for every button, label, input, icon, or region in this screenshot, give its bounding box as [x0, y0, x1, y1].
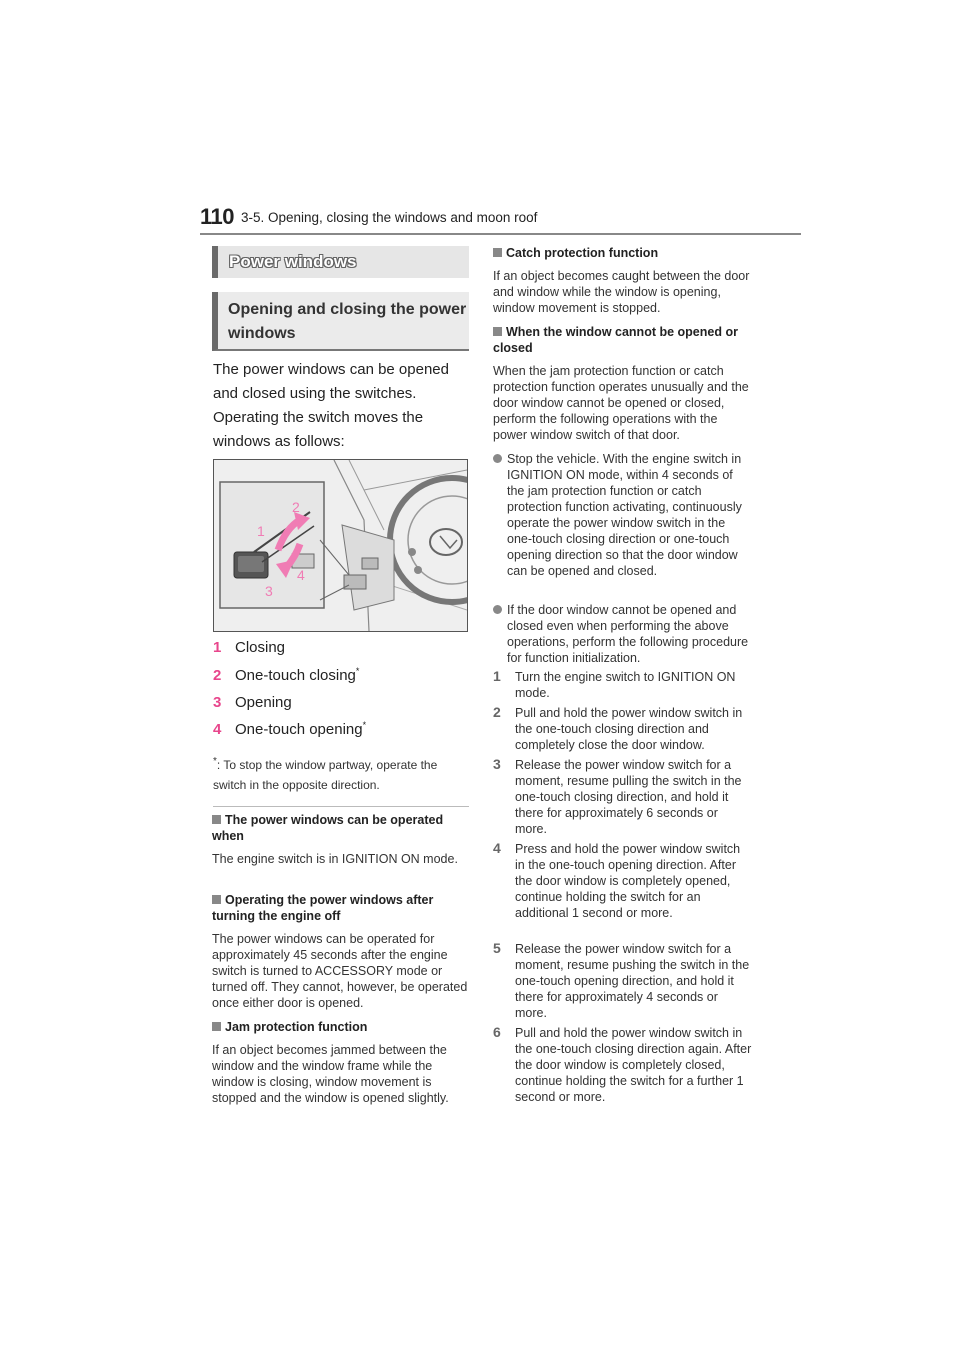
legend-number: 1 [213, 639, 222, 656]
step-text: Pull and hold the power window switch in the one-touch closing direction again. After the door window is completely closed, continue holding the switch for a further 1 second or more. [515, 1026, 752, 1104]
circle-bullet-icon [493, 605, 502, 614]
page-number: 110 [200, 204, 234, 229]
square-bullet-icon [212, 895, 221, 904]
legend-number: 3 [213, 694, 222, 711]
square-bullet-icon [493, 248, 502, 257]
procedure-step [493, 941, 753, 1021]
legend-star: * [362, 720, 367, 730]
note-body: If an object becomes caught between the door and window while the window is opening, window movement is stopped. [493, 269, 750, 315]
bullet-item: If the door window cannot be opened and closed even when performing the above operations, perform the following procedure for function initialization. [493, 602, 753, 666]
figure-label-2: 2 [292, 499, 300, 515]
step-text: Pull and hold the power window switch in the one-touch closing direction and completely close the door window. [515, 706, 743, 752]
legend-label: One-touch closing [235, 667, 356, 684]
legend-label: One-touch opening [235, 721, 363, 738]
legend-label: Closing [235, 639, 286, 656]
legend-number: 2 [213, 667, 222, 684]
step-number: 1 [493, 668, 501, 684]
subsection-title-bar [212, 292, 469, 351]
power-window-switch-illustration [213, 459, 468, 632]
step-number: 2 [493, 704, 501, 720]
procedure-step [493, 705, 753, 753]
figure-label-3: 3 [265, 583, 273, 599]
step-text: Release the power window switch for a moment, resume pushing the switch in the one-touch opening direction, and hold it there for approximately 4 seconds or more. [515, 942, 750, 1020]
figure-label-1: 1 [257, 523, 265, 539]
footnote-mark: * [213, 756, 217, 767]
figure-label-4: 4 [297, 567, 305, 583]
footnote [213, 752, 473, 795]
legend-label: Opening [235, 694, 292, 711]
square-bullet-icon [212, 815, 221, 824]
circle-bullet-icon [493, 454, 502, 463]
legend-number: 4 [213, 721, 222, 738]
step-text: Release the power window switch for a moment, resume pulling the switch in the one-touch closing direction, and hold it there for approximately 6 seconds or more. [515, 758, 742, 836]
step-number: 6 [493, 1024, 501, 1040]
section-title: Power windows [229, 252, 357, 271]
section-title-bar [212, 246, 469, 278]
intro-paragraph: The power windows can be opened and closed using the switches. Operating the switch moves the windows as follows: [213, 361, 449, 450]
running-header: 3-5. Opening, closing the windows and moon roof [241, 210, 538, 225]
bullet-item: Stop the vehicle. With the engine switch in IGNITION ON mode, within 4 seconds of the jam protection function or catch protection function activating, continuously operate the power window switch in the one-touch closing direction or one-touch opening direction so that the door window can be opened and closed. [493, 451, 753, 579]
legend-item [213, 638, 285, 656]
footnote-text: : To stop the window partway, operate the switch in the opposite direction. [213, 758, 438, 792]
legend-item [213, 666, 359, 684]
step-number: 4 [493, 840, 501, 856]
switch-drawing [214, 460, 467, 631]
note-body: If an object becomes jammed between the window and the window frame while the window is closing, window movement is stopped and the window is opened slightly. [212, 1043, 449, 1105]
square-bullet-icon [212, 1022, 221, 1031]
step-number: 3 [493, 756, 501, 772]
note-heading: Operating the power windows after turning the engine off [212, 893, 434, 923]
note-body: The engine switch is in IGNITION ON mode. [212, 852, 458, 866]
legend-item [213, 693, 292, 711]
note-heading: Jam protection function [212, 1019, 470, 1035]
step-number: 5 [493, 940, 501, 956]
procedure-step [493, 757, 753, 837]
procedure-step [493, 1025, 753, 1105]
procedure-step [493, 669, 753, 701]
note-body: When the jam protection function or catch protection function operates unusually and the door window cannot be opened or closed, perform the following operations with the power window switch of that door. [493, 364, 749, 442]
note-heading: Catch protection function [493, 245, 753, 261]
square-bullet-icon [493, 327, 502, 336]
step-text: Press and hold the power window switch in the one-touch opening direction. After the door window is completely opened, continue holding the switch for an additional 1 second or more. [515, 842, 741, 920]
step-text: Turn the engine switch to IGNITION ON mode. [515, 670, 736, 700]
header-rule [200, 233, 801, 235]
legend-star: * [355, 666, 360, 676]
notes-separator [213, 806, 469, 807]
subsection-title: Opening and closing the power windows [228, 301, 467, 342]
note-heading: The power windows can be operated when [212, 813, 444, 843]
note-body: The power windows can be operated for approximately 45 seconds after the engine switch is turned to ACCESSORY mode or turned off. They cannot, however, be operated once either door is opened. [212, 932, 468, 1010]
procedure-step [493, 841, 753, 921]
legend-item [213, 720, 366, 738]
note-heading: When the window cannot be opened or closed [493, 325, 738, 355]
